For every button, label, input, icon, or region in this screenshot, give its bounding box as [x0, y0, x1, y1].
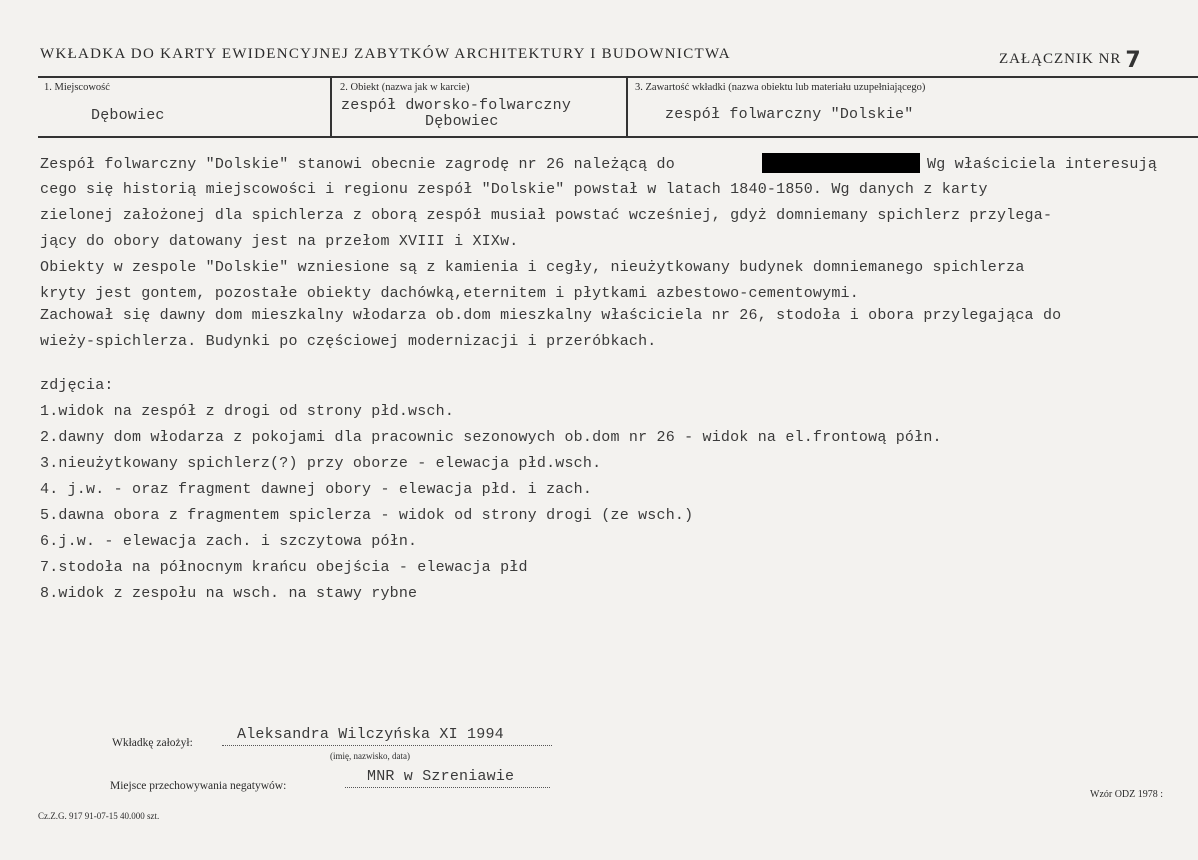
body-line-4: jący do obory datowany jest na przełom XVIII i XIXw.	[40, 233, 519, 250]
annex-label-group	[999, 44, 1142, 73]
field-divider-1	[330, 77, 332, 136]
annex-number: 7	[1125, 48, 1142, 73]
redaction-bar	[762, 153, 920, 173]
form-title: WKŁADKA DO KARTY EWIDENCYJNEJ ZABYTKÓW ARCHITEKTURY I BUDOWNICTWA	[40, 46, 731, 62]
field-content-label: 3. Zawartość wkładki (nazwa obiektu lub materiału uzupełniającego)	[635, 82, 926, 93]
author-value: Aleksandra Wilczyńska XI 1994	[237, 726, 504, 743]
field-object-label: 2. Obiekt (nazwa jak w karcie)	[340, 82, 470, 93]
header-rule-top	[38, 76, 1198, 78]
photo-item-5: 5.dawna obora z fragmentem spiclerza - widok od strony drogi (ze wsch.)	[40, 507, 694, 524]
photo-item-8: 8.widok z zespołu na wsch. na stawy rybne	[40, 585, 418, 602]
print-info: Cz.Z.G. 917 91-07-15 40.000 szt.	[38, 811, 160, 821]
body-line-8: wieży-spichlerza. Budynki po częściowej modernizacji i przeróbkach.	[40, 333, 657, 350]
field-locality-value: Dębowiec	[91, 107, 165, 124]
photo-item-4: 4. j.w. - oraz fragment dawnej obory - elewacja płd. i zach.	[40, 481, 593, 498]
storage-fill-line	[345, 786, 550, 788]
form-model: Wzór ODZ 1978 :	[1090, 789, 1164, 800]
photo-item-2: 2.dawny dom włodarza z pokojami dla pracownic sezonowych ob.dom nr 26 - widok na el.frontową półn.	[40, 429, 942, 446]
body-line-6: kryty jest gontem, pozostałe obiekty dachówką,eternitem i płytkami azbestowo-cementowymi.	[40, 285, 859, 302]
storage-value: MNR w Szreniawie	[367, 768, 515, 785]
body-line-7: Zachował się dawny dom mieszkalny włodarza ob.dom mieszkalny właściciela nr 26, stodoła i obora przylegająca do	[40, 307, 1062, 324]
header-rule-bottom	[38, 136, 1198, 138]
body-line-5: Obiekty w zespole "Dolskie" wzniesione są z kamienia i cegły, nieużytkowany budynek domniemanego spichlerza	[40, 259, 1025, 276]
field-content-value: zespół folwarczny "Dolskie"	[665, 106, 914, 123]
body-line-3: zielonej założonej dla spichlerza z oborą zespół musiał powstać wcześniej, gdyż domniemany spichlerz przylega-	[40, 207, 1053, 224]
field-locality-label: 1. Miejscowość	[44, 82, 110, 93]
body-line-2: cego się historią miejscowości i regionu zespół "Dolskie" powstał w latach 1840-1850. Wg danych z karty	[40, 181, 988, 198]
author-label: Wkładkę założył:	[112, 737, 193, 749]
photo-item-7: 7.stodoła na północnym krańcu obejścia - elewacja płd	[40, 559, 528, 576]
body-line-1: Zespół folwarczny "Dolskie" stanowi obecnie zagrodę nr 26 należącą do	[40, 156, 675, 173]
annex-label: ZAŁĄCZNIK NR	[999, 51, 1122, 67]
photo-item-1: 1.widok na zespół z drogi od strony płd.wsch.	[40, 403, 455, 420]
author-fill-line	[222, 744, 552, 746]
storage-label: Miejsce przechowywania negatywów:	[110, 780, 287, 792]
author-hint: (imię, nazwisko, data)	[330, 751, 410, 761]
photo-item-6: 6.j.w. - elewacja zach. i szczytowa półn.	[40, 533, 418, 550]
field-divider-2	[626, 77, 628, 136]
photo-item-3: 3.nieużytkowany spichlerz(?) przy oborze - elewacja płd.wsch.	[40, 455, 602, 472]
body-line-1-tail: Wg właściciela interesują	[927, 156, 1158, 173]
photos-heading: zdjęcia:	[40, 377, 114, 394]
field-object-value-line2: Dębowiec	[425, 113, 499, 130]
field-object-value-line1: zespół dworsko-folwarczny	[341, 97, 572, 114]
